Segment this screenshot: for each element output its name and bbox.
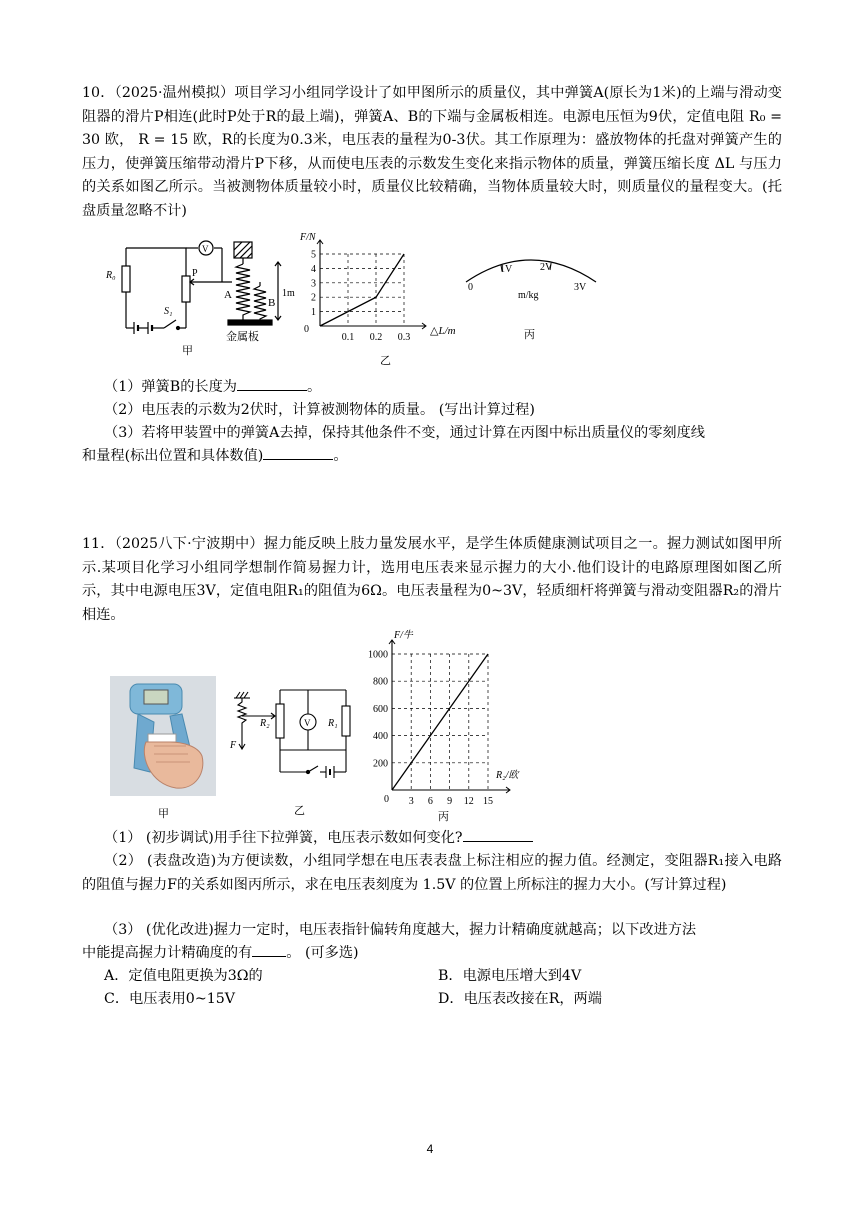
chart1-origin: 0 bbox=[304, 324, 309, 335]
q11-sub3-blank bbox=[252, 942, 286, 957]
q11-option-c: C．电压表用0~15V bbox=[104, 991, 236, 1007]
dial-3v: 3V bbox=[574, 282, 587, 293]
r1-label: R₁ bbox=[328, 718, 338, 729]
spring-a-label: A bbox=[224, 289, 232, 301]
q10-sub1-blank bbox=[237, 376, 307, 391]
figure-bing-caption: 丙 bbox=[524, 329, 535, 341]
figure-jia-caption: 甲 bbox=[182, 345, 193, 356]
q11-figure-bing-caption: 丙 bbox=[438, 811, 449, 822]
x-tick-label: 9 bbox=[447, 796, 453, 807]
q10-sub2: （2）电压表的示数为2伏时，计算被测物体的质量。 (写出计算过程) bbox=[104, 402, 535, 418]
q11-sub3-line1: （3） (优化改进)握力一定时，电压表指针偏转角度越大，握力计精确度就越高；以下改进方法 bbox=[104, 922, 697, 938]
dial-2v: 2V bbox=[540, 262, 553, 273]
y-tick-label: 800 bbox=[373, 676, 388, 688]
q11-option-b: B．电源电压增大到4V bbox=[438, 968, 582, 984]
q10-stem: 10．（2025·温州模拟）项目学习小组同学设计了如甲图所示的质量仪，其中弹簧A(原长为1米)的上端与滑动变阻器的滑片P相连(此时P处于R的最上端)，弹簧A、B的下端与金属板相连。电源电压恒为9伏，定值电阻 R₀ = 30 欧， R = 15 欧，R的长度为0.3米，电压表的量程为0-3伏。其工作原理为：盛放物体的托盘对弹簧产生的压力，使弹簧压缩带动滑片P下移，从而使电压表的示数发生变化来指示物体的质量，弹簧压缩长度 ΔL 与压力的关系如图乙所示。当被测物体质量较小时，质量仪比较精确，当物体质量较大时，则质量仪的量程变大。(托盘质量忽略不计) bbox=[82, 85, 782, 219]
q11-chart-bing bbox=[350, 626, 530, 822]
q11-figure-yi bbox=[228, 676, 368, 820]
q11-stem: 11．（2025八下·宁波期中）握力能反映上肢力量发展水平，是学生体质健康测试项目之一。握力测试如图甲所示.某项目化学习小组同学想制作简易握力计，选用电压表来显示握力的大小.他们设计的电路原理图如图乙所示，其中电源电压3V，定值电阻R₁的阻值为6Ω。电压表量程为0~3V，轻质细杆将弹簧与滑动变阻器R₂的滑片相连。 bbox=[82, 536, 782, 623]
r0-label: R₀ bbox=[106, 270, 116, 281]
x-tick-label: 15 bbox=[483, 796, 493, 807]
y-tick-label: 2 bbox=[311, 292, 316, 304]
dial-zero: 0 bbox=[468, 282, 473, 293]
dial-unit: m/kg bbox=[518, 290, 539, 301]
s1-label: S₁ bbox=[164, 306, 173, 317]
y-tick-label: 600 bbox=[373, 703, 388, 715]
x-tick-label: 0.2 bbox=[369, 332, 383, 343]
force-label: F bbox=[230, 740, 237, 751]
page-number: 4 bbox=[426, 1142, 434, 1156]
chart2-origin: 0 bbox=[384, 794, 389, 805]
chart2-ylabel: F/牛 bbox=[394, 630, 413, 641]
spring-b-label: B bbox=[268, 297, 276, 309]
chart2-xlabel: R₂/欧 bbox=[496, 770, 519, 781]
y-tick-label: 1 bbox=[311, 307, 316, 319]
length-label: 1m bbox=[282, 288, 295, 299]
x-tick-label: 12 bbox=[463, 796, 474, 807]
voltmeter-label: V bbox=[202, 244, 209, 254]
q10-sub3-blank bbox=[263, 445, 333, 460]
x-tick-label: 6 bbox=[427, 796, 433, 807]
series-line bbox=[320, 254, 404, 326]
y-tick-label: 200 bbox=[373, 758, 388, 770]
y-tick-label: 1000 bbox=[368, 649, 388, 661]
q10-sub3-line1: （3）若将甲装置中的弹簧A去掉，保持其他条件不变，通过计算在丙图中标出质量仪的零刻度线 bbox=[104, 425, 705, 441]
q11-sub3-line2: 中能提高握力计精确度的有 。 (可多选) bbox=[82, 942, 359, 964]
y-tick-label: 3 bbox=[311, 278, 316, 290]
x-tick-label: 3 bbox=[408, 796, 414, 807]
q10-figure-jia bbox=[100, 236, 300, 356]
chart1-ylabel: F/N bbox=[300, 232, 316, 243]
p-label: P bbox=[192, 268, 198, 279]
y-tick-label: 400 bbox=[373, 731, 388, 743]
chart1-xlabel: △L/m bbox=[430, 325, 456, 337]
x-tick-label: 0.3 bbox=[397, 332, 411, 343]
q10-sub3-line2: 和量程(标出位置和具体数值) 。 bbox=[82, 445, 348, 467]
q10-sub1: （1）弹簧B的长度为 。 bbox=[104, 376, 321, 398]
q10-dial-bing bbox=[456, 246, 606, 346]
q10-chart-yi bbox=[296, 228, 480, 368]
r0-resistor bbox=[122, 266, 130, 292]
q11-sub2: （2） (表盘改造)为方便读数，小组同学想在电压表表盘上标注相应的握力值。经测定，变阻器R₁接入电路的阻值与握力F的关系如图丙所示，求在电压表刻度为 1.5V 的位置上所标注的握力大小。(写计算过程) bbox=[82, 853, 782, 893]
q11-sub1-blank bbox=[463, 827, 533, 842]
dial-arc bbox=[466, 260, 596, 282]
metal-plate-label: 金属板 bbox=[226, 331, 259, 343]
q11-voltmeter-label: V bbox=[304, 718, 311, 728]
q11-sub1: （1） (初步调试)用手往下拉弹簧，电压表示数如何变化? bbox=[104, 827, 533, 849]
q11-figure-yi-caption: 乙 bbox=[294, 805, 305, 817]
figure-yi-caption: 乙 bbox=[380, 355, 391, 367]
q11-figure-jia-caption: 甲 bbox=[158, 807, 169, 820]
x-tick-label: 0.1 bbox=[341, 332, 355, 343]
q11-option-d: D．电压表改接在R，两端 bbox=[438, 991, 602, 1007]
y-tick-label: 5 bbox=[311, 249, 316, 261]
grip-photo bbox=[110, 676, 216, 796]
q11-option-a: A．定值电阻更换为3Ω的 bbox=[104, 968, 263, 984]
r2-label: R₂ bbox=[260, 718, 270, 729]
y-tick-label: 4 bbox=[311, 263, 316, 275]
series-line bbox=[392, 654, 488, 790]
dial-1v: 1V bbox=[500, 264, 513, 275]
